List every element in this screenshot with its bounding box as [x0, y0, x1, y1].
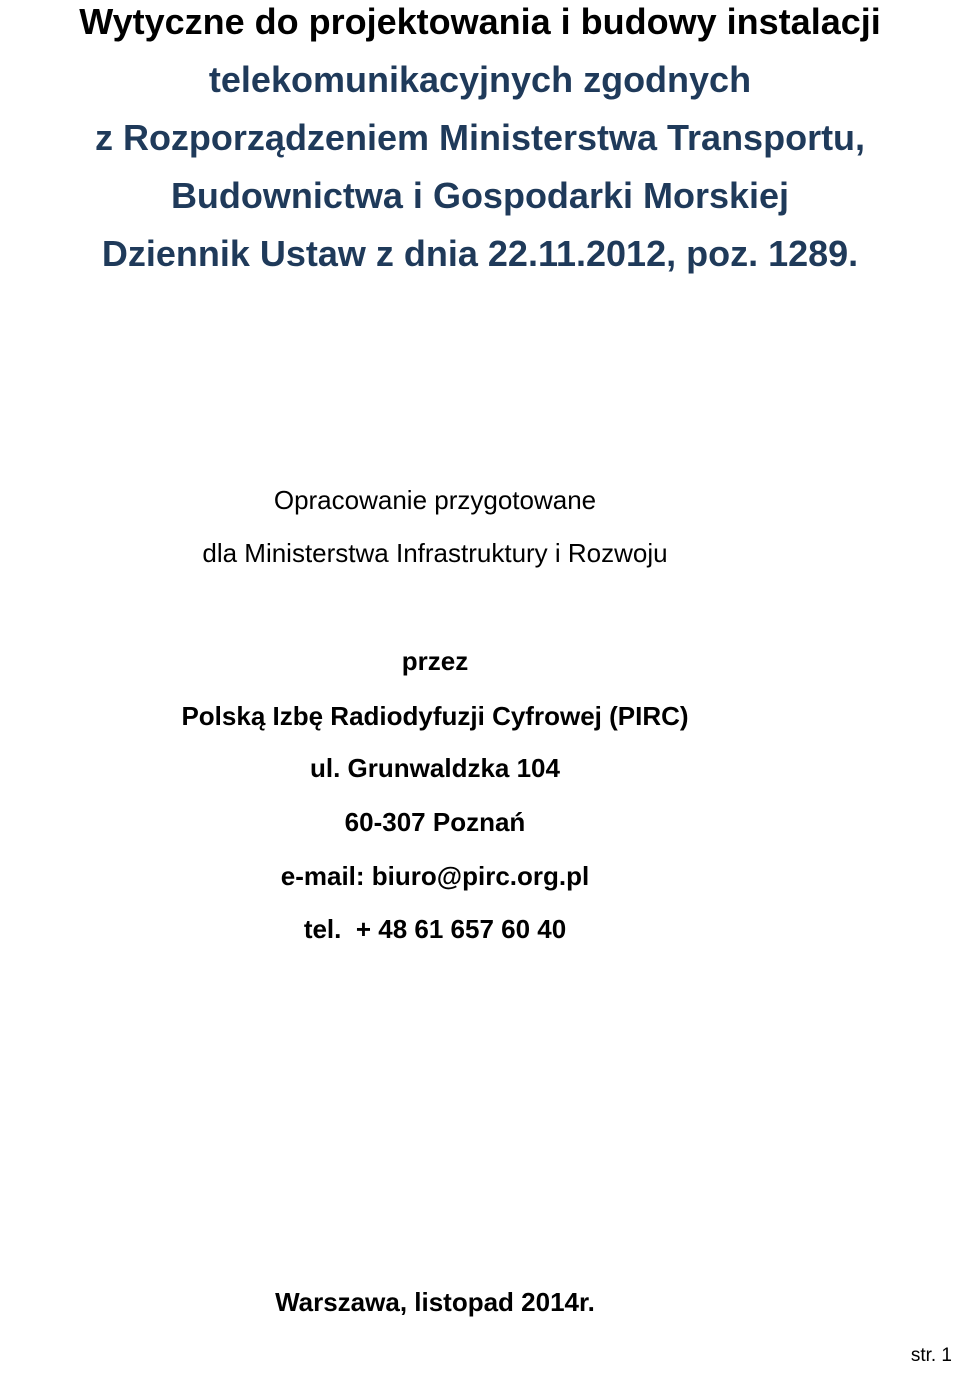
prepared-for-block [0, 484, 870, 516]
title-line-3: z Rozporządzeniem Ministerstwa Transportu, [94, 117, 866, 158]
title-line-2: telekomunikacyjnych zgodnych [208, 59, 752, 100]
title-line-4: Budownictwa i Gospodarki Morskiej [170, 175, 790, 216]
author-organization-block [0, 700, 870, 732]
author-email-block [0, 860, 870, 892]
place-date-block [0, 1286, 870, 1318]
author-phone: tel. + 48 61 657 60 40 [303, 914, 567, 944]
author-organization: Polską Izbę Radiodyfuzji Cyfrowej (PIRC) [181, 701, 689, 731]
prepared-for-ministry [0, 537, 870, 569]
author-by [0, 645, 870, 677]
page-number: str. 1 [910, 1345, 952, 1366]
place-date: Warszawa, listopad 2014r. [275, 1287, 595, 1317]
title-line-5: Dziennik Ustaw z dnia 22.11.2012, poz. 1289. [101, 233, 859, 274]
title-line-1: Wytyczne do projektowania i budowy instalacji [79, 1, 881, 42]
document-title [0, 0, 960, 283]
prepared-line-2: dla Ministerstwa Infrastruktury i Rozwoju [202, 538, 668, 568]
author-city: 60-307 Poznań [344, 807, 526, 837]
author-email: e-mail: biuro@pirc.org.pl [280, 861, 590, 891]
author-street-block [0, 752, 870, 784]
prepared-line-1: Opracowanie przygotowane [273, 485, 597, 515]
author-by-label: przez [401, 646, 469, 676]
author-city-block [0, 806, 870, 838]
author-street: ul. Grunwaldzka 104 [310, 753, 560, 783]
author-phone-block [0, 913, 870, 945]
